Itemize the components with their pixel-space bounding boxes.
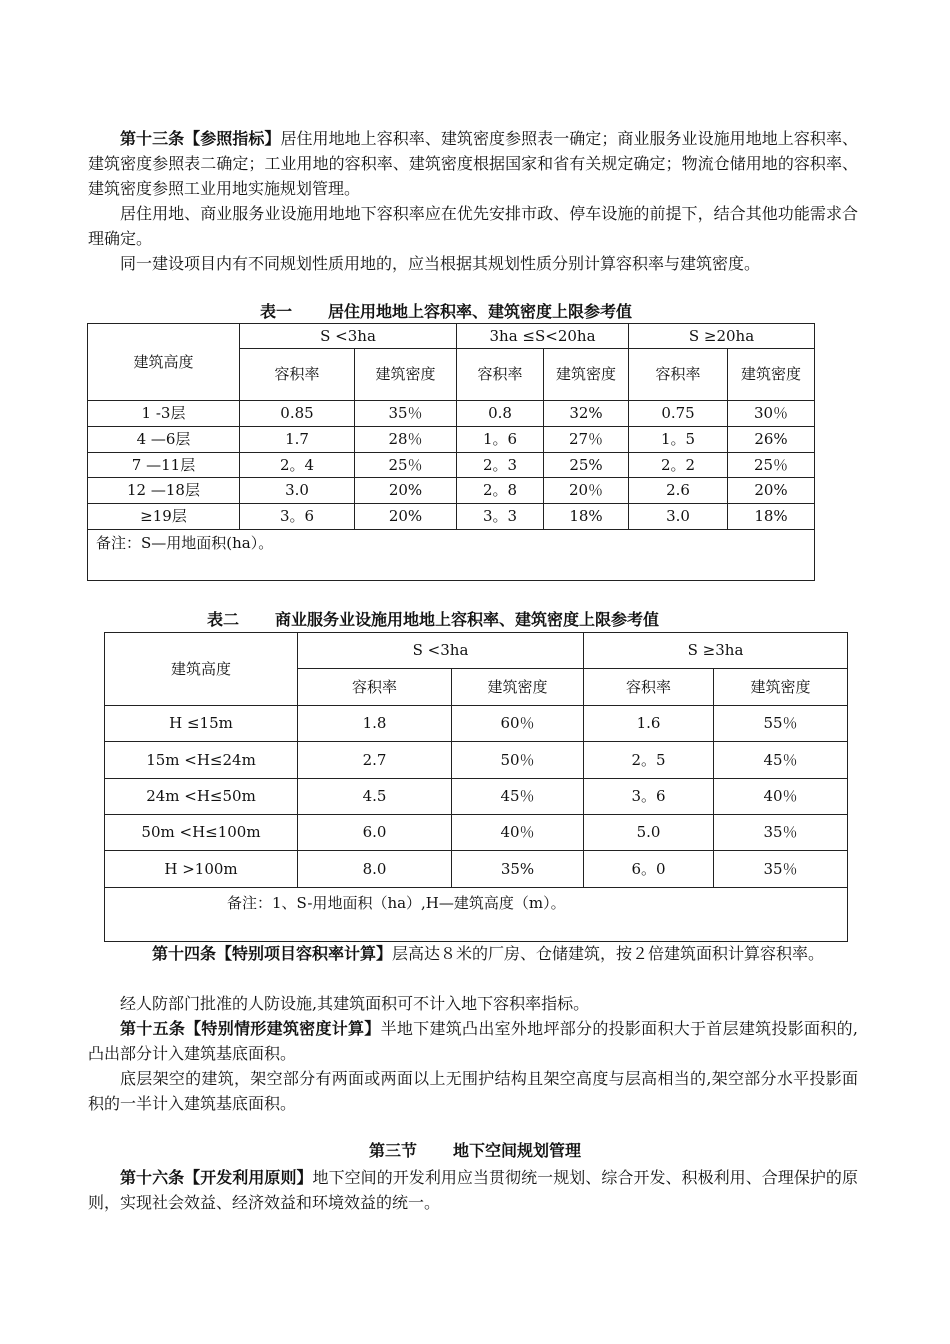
table-cell: 3.0: [240, 478, 355, 504]
article-15-text: 半地下建筑凸出室外地坪部分的投影面积大于首层建筑投影面积的,凸出部分计入建筑基底面积。: [88, 1019, 858, 1063]
table1-caption-number: 表一: [260, 302, 293, 321]
table2-subheader: 容积率: [298, 669, 452, 706]
table-cell: 20％: [544, 478, 629, 504]
table-cell: 35%: [452, 851, 584, 888]
table-cell: 0.75: [629, 401, 728, 427]
table1-subheader: 容积率: [629, 349, 728, 401]
table-cell: 25％: [728, 453, 815, 478]
table2-commercial: [104, 632, 848, 942]
table-cell: H >100m: [105, 851, 298, 888]
table-cell: 2.7: [298, 742, 452, 779]
table-cell: 2。4: [240, 453, 355, 478]
table-cell: 24m <H≤50m: [105, 779, 298, 815]
table-cell: 5.0: [584, 815, 714, 851]
table1-subheader: 容积率: [240, 349, 355, 401]
table-row: [88, 427, 815, 453]
civil-defense-paragraph: 经人防部门批准的人防设施,其建筑面积可不计入地下容积率指标。: [120, 994, 590, 1013]
table-cell: 1。5: [629, 427, 728, 453]
table1-subheader: 建筑密度: [544, 349, 629, 401]
table-row: [105, 706, 848, 742]
table-cell: 2。2: [629, 453, 728, 478]
table1-subheader: 容积率: [457, 349, 544, 401]
table-cell: 8.0: [298, 851, 452, 888]
table-cell: 55％: [714, 706, 848, 742]
table-cell: 3。6: [240, 504, 355, 530]
table-cell: 6.0: [298, 815, 452, 851]
table2-group-header: S <3ha: [298, 633, 584, 669]
article-14-text: 层高达８米的厂房、仓储建筑，按２倍建筑面积计算容积率。: [392, 944, 825, 963]
section-heading: [0, 1140, 950, 1162]
article-16-title: 第十六条【开发利用原则】: [120, 1168, 313, 1187]
section-number: 第三节: [368, 1141, 417, 1160]
table1-residential: [87, 323, 815, 581]
table-cell: 7 —11层: [88, 453, 240, 478]
table-row: [105, 851, 848, 888]
table-cell: 1。6: [457, 427, 544, 453]
table-cell: 20%: [728, 478, 815, 504]
table-cell: 25％: [355, 453, 457, 478]
table-cell: 1.8: [298, 706, 452, 742]
table-cell: 6。0: [584, 851, 714, 888]
table-cell: 2。3: [457, 453, 544, 478]
article-13-text: 居住用地地上容积率、建筑密度参照表一确定；商业服务业设施用地地上容积率、建筑密度参照表二确定；工业用地的容积率、建筑密度根据国家和省有关规定确定；物流仓储用地的容积率、建筑密度参照工业用地实施规划管理。: [88, 129, 858, 198]
article-13-paragraph: [88, 126, 858, 201]
stilt-floor-paragraph: 底层架空的建筑，架空部分有两面或两面以上无围护结构且架空高度与层高相当的,架空部分水平投影面积的一半计入建筑基底面积。: [88, 1069, 858, 1113]
article-16-text: 地下空间的开发利用应当贯彻统一规划、综合开发、积极利用、合理保护的原则，实现社会效益、经济效益和环境效益的统一。: [88, 1168, 858, 1212]
section-title: 地下空间规划管理: [453, 1141, 582, 1160]
table-cell: 45％: [452, 779, 584, 815]
table-cell: 27％: [544, 427, 629, 453]
table1-caption: [260, 302, 632, 322]
table1-note: 备注：S—用地面积(ha）。: [88, 530, 815, 581]
table-cell: 25%: [544, 453, 629, 478]
table-cell: 35％: [355, 401, 457, 427]
table-row: [105, 742, 848, 779]
table-cell: 35％: [714, 815, 848, 851]
article-15-title: 第十五条【特别情形建筑密度计算】: [120, 1019, 381, 1038]
table-cell: 1.6: [584, 706, 714, 742]
article-13-title: 第十三条【参照指标】: [120, 129, 281, 148]
table-cell: 12 —18层: [88, 478, 240, 504]
table2-subheader: 容积率: [584, 669, 714, 706]
table1-height-header: 建筑高度: [88, 324, 240, 401]
table-cell: 1.7: [240, 427, 355, 453]
article-14-paragraph: [88, 941, 858, 966]
table-row: [88, 478, 815, 504]
table-cell: 18%: [544, 504, 629, 530]
table-cell: 40％: [452, 815, 584, 851]
mixed-use-paragraph: 同一建设项目内有不同规划性质用地的，应当根据其规划性质分别计算容积率与建筑密度。: [120, 254, 761, 273]
table-cell: 32%: [544, 401, 629, 427]
table-row: [105, 815, 848, 851]
underground-far-paragraph: 居住用地、商业服务业设施用地地下容积率应在优先安排市政、停车设施的前提下，结合其他功能需求合理确定。: [88, 204, 858, 248]
table-cell: 4.5: [298, 779, 452, 815]
table-row: [105, 779, 848, 815]
table-cell: 0.8: [457, 401, 544, 427]
table1-subheader: 建筑密度: [728, 349, 815, 401]
table2-subheader: 建筑密度: [714, 669, 848, 706]
table-cell: 50％: [452, 742, 584, 779]
table-cell: 45％: [714, 742, 848, 779]
table2-note: 备注：1、S-用地面积（ha）,H—建筑高度（m）。: [105, 888, 848, 942]
table-cell: 60％: [452, 706, 584, 742]
table-cell: 20%: [355, 504, 457, 530]
table-cell: 0.85: [240, 401, 355, 427]
table-cell: 2。8: [457, 478, 544, 504]
table-cell: 28％: [355, 427, 457, 453]
article-15-paragraph: [88, 1016, 858, 1066]
table-cell: 1 -3层: [88, 401, 240, 427]
table-cell: 35％: [714, 851, 848, 888]
table-cell: 20%: [355, 478, 457, 504]
table1-group-header: 3ha ≤S<20ha: [457, 324, 629, 349]
table1-group-header: S ≥20ha: [629, 324, 815, 349]
table1-subheader: 建筑密度: [355, 349, 457, 401]
table2-caption: [207, 610, 659, 630]
table2-group-header: S ≥3ha: [584, 633, 848, 669]
table-cell: 3。6: [584, 779, 714, 815]
table2-subheader: 建筑密度: [452, 669, 584, 706]
table-cell: 18%: [728, 504, 815, 530]
table-cell: 3。3: [457, 504, 544, 530]
table-cell: 15m <H≤24m: [105, 742, 298, 779]
table1-caption-title: 居住用地地上容积率、建筑密度上限参考值: [328, 302, 633, 321]
table-cell: 3.0: [629, 504, 728, 530]
table-cell: 30％: [728, 401, 815, 427]
table-cell: 2。5: [584, 742, 714, 779]
table-cell: 50m <H≤100m: [105, 815, 298, 851]
table2-caption-number: 表二: [207, 610, 240, 629]
article-16-paragraph: [88, 1165, 858, 1215]
article-14-title: 第十四条【特别项目容积率计算】: [152, 944, 393, 963]
table-row: [88, 504, 815, 530]
table-cell: 40％: [714, 779, 848, 815]
table2-height-header: 建筑高度: [105, 633, 298, 706]
table-cell: 4 —6层: [88, 427, 240, 453]
table-cell: ≥19层: [88, 504, 240, 530]
table-cell: H ≤15m: [105, 706, 298, 742]
table2-caption-title: 商业服务业设施用地地上容积率、建筑密度上限参考值: [275, 610, 660, 629]
table1-group-header: S <3ha: [240, 324, 457, 349]
table-cell: 2.6: [629, 478, 728, 504]
table-cell: 26%: [728, 427, 815, 453]
table-row: [88, 401, 815, 427]
table-row: [88, 453, 815, 478]
